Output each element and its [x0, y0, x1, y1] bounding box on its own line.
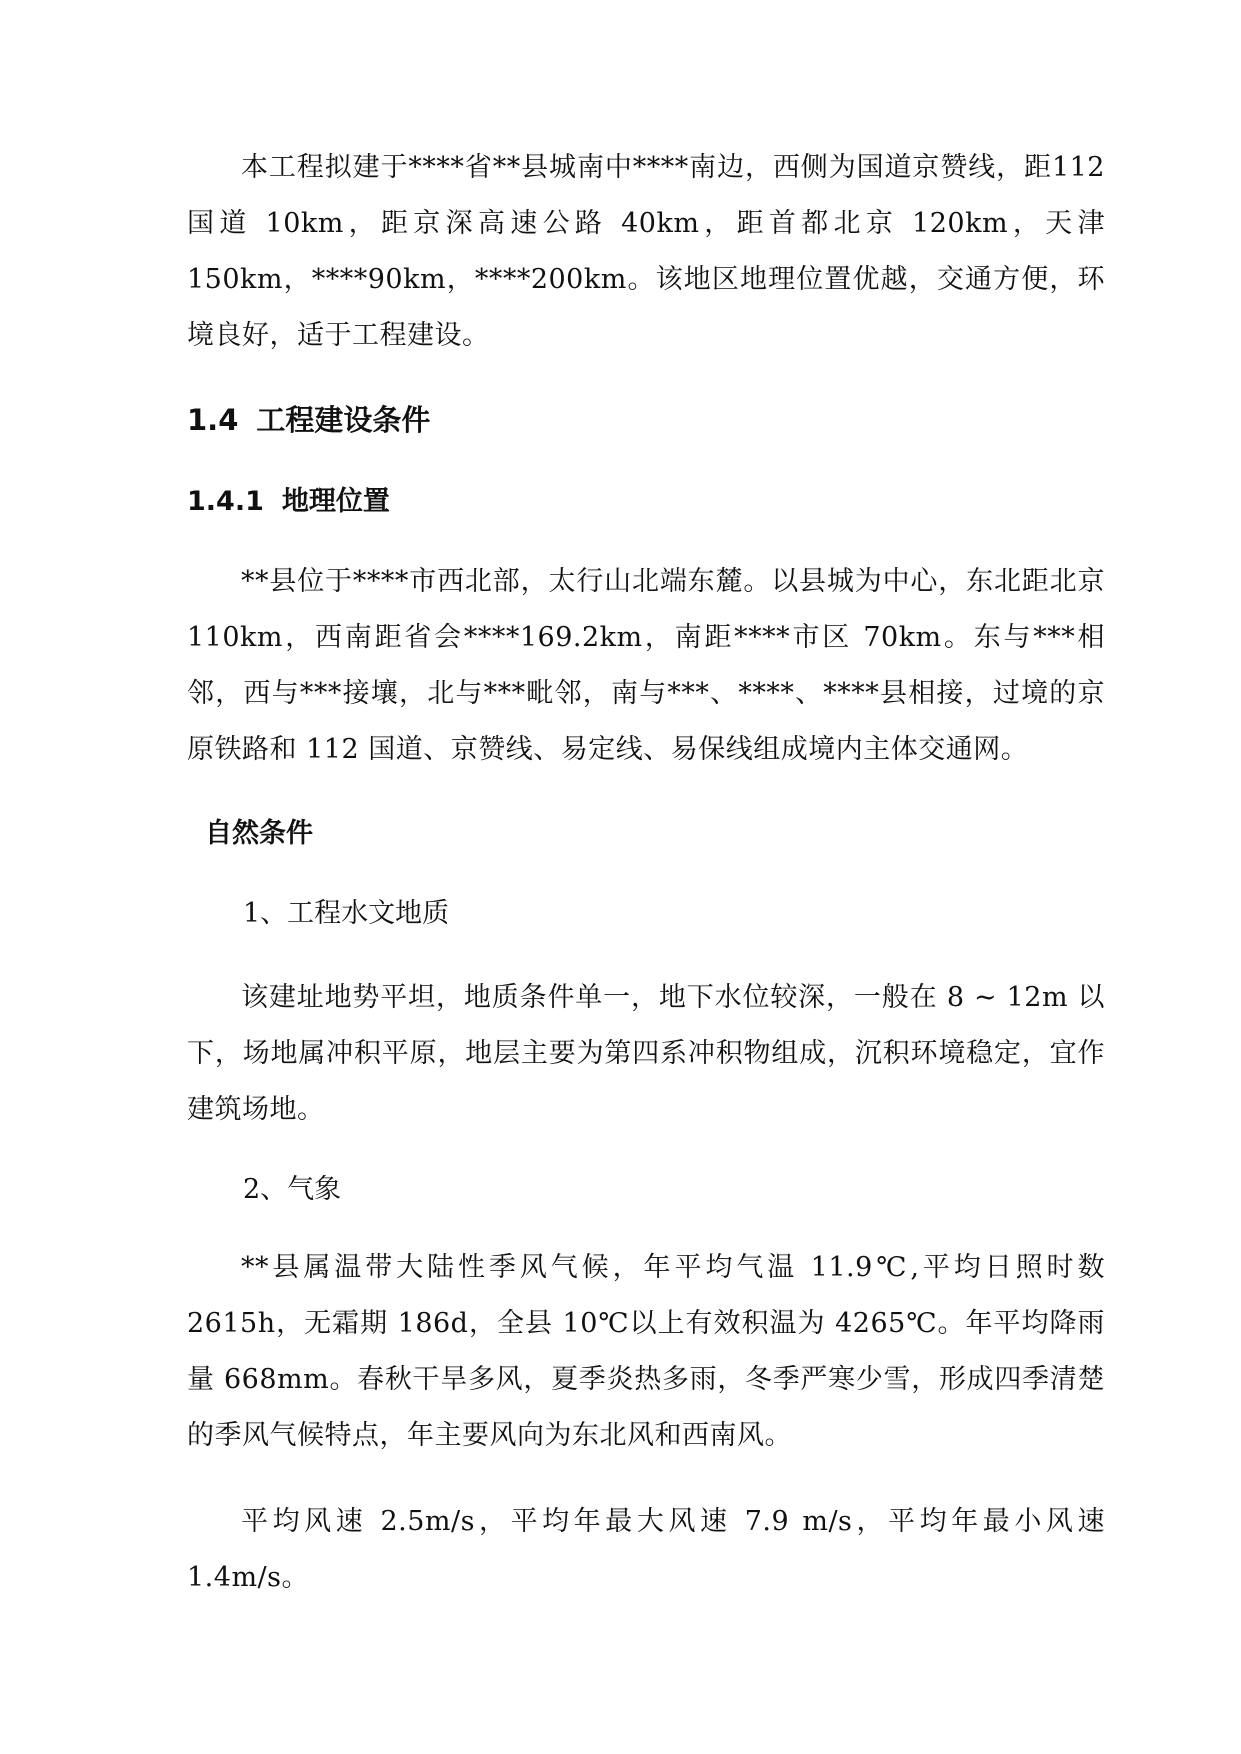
heading-geographic-location [187, 482, 1105, 522]
paragraph-hydrogeology: 该建址地势平坦，地质条件单一，地下水位较深，一般在 8 ~ 12m 以下，场地属冲积平原，地层主要为第四系冲积物组成，沉积环境稳定，宜作建筑场地。 [187, 982, 1105, 1125]
paragraph-wind-speed: 平均风速 2.5m/s，平均年最大风速 7.9 m/s，平均年最小风速 1.4m/s。 [187, 1506, 1105, 1593]
heading-construction-conditions [187, 400, 1105, 440]
heading-number: 1.4.1 [187, 486, 264, 517]
document-page [187, 140, 1105, 1606]
list-item-hydrogeology: 1、工程水文地质 [243, 898, 450, 929]
paragraph-climate: **县属温带大陆性季风气候，年平均气温 11.9℃,平均日照时数 2615h，无霜期 186d，全县 10℃以上有效积温为 4265℃。年平均降雨量 668mm。春秋干旱多风，夏季炎热多雨，冬季严寒少雪，形成四季清楚的季风气候特点，年主要风向为东北风和西南风。 [187, 1252, 1105, 1451]
paragraph-county-location: **县位于****市西北部，太行山北端东麓。以县城为中心，东北距北京 110km，西南距省会****169.2km，南距****市区 70km。东与***相邻，西与***接壤，北与***毗邻，南与***、****、****县相接，过境的京原铁路和 112 国道、京赞线、易定线、易保线组成境内主体交通网。 [187, 566, 1105, 765]
heading-natural-conditions: 自然条件 [205, 818, 313, 849]
heading-title: 地理位置 [281, 486, 390, 517]
heading-title: 工程建设条件 [256, 403, 431, 437]
heading-number: 1.4 [187, 403, 239, 437]
list-item-meteorology: 2、气象 [243, 1174, 342, 1205]
paragraph-project-location: 本工程拟建于****省**县城南中****南边，西侧为国道京赞线，距112 国道 10km，距京深高速公路 40km，距首都北京 120km，天津150km，****90km，****200km。该地区地理位置优越，交通方便，环境良好，适于工程建设。 [187, 152, 1105, 351]
